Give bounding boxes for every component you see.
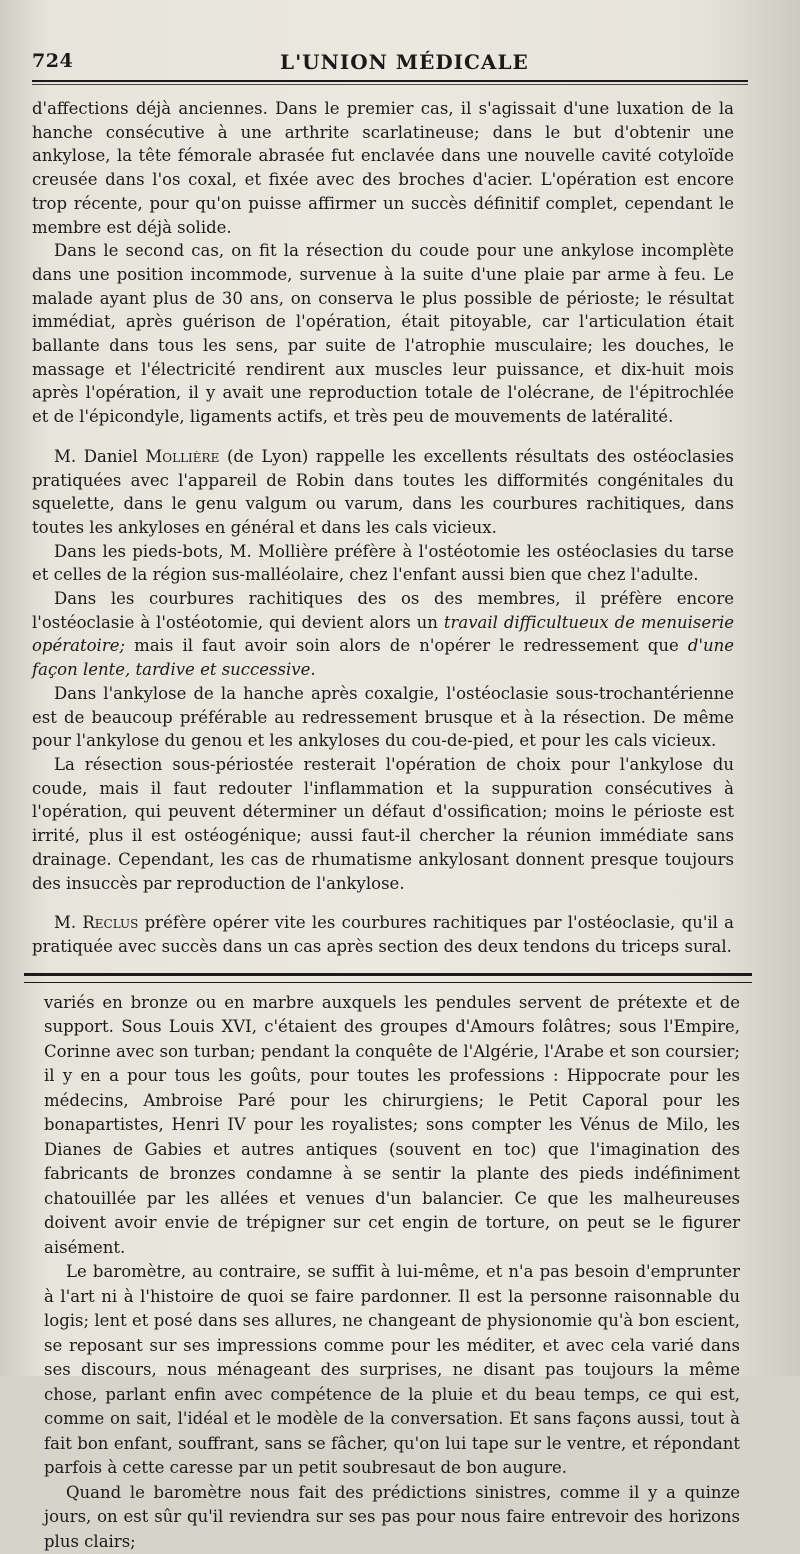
page-header	[32, 46, 748, 82]
speaker-prefix: M.	[54, 913, 77, 933]
paragraph	[32, 587, 734, 682]
paragraph-text: préfère opérer vite les courbures rachitiques par l'ostéoclasie, qu'il a pratiquée avec succès dans un cas après section des deux tendons du triceps sural.	[32, 913, 734, 956]
paragraph: La résection sous-périostée resterait l'opération de choix pour l'ankylose du coude, mais il faut redouter l'inflammation et la suppuration consécutives à l'opération, qui peuvent déterminer un défaut d'ossification; moins le périoste est irrité, plus il est ostéogénique; aussi faut-il chercher la réunion immédiate sans drainage. Cependant, les cas de rhumatisme ankylosant donnent presque toujours des insuccès par reproduction de l'ankylose.	[32, 754, 734, 893]
paragraph	[32, 911, 734, 958]
section-separator	[24, 973, 752, 983]
paragraph: d'affections déjà anciennes. Dans le premier cas, il s'agissait d'une luxation de la hanche consécutive à une arthrite scarlatineuse; dans le but d'obtenir une ankylose, la tête fémorale abrasée fut enclavée dans une nouvelle cavité cotyloïde creusée dans l'os coxal, et fixée avec des broches d'acier. L'opération est encore trop récente, pour qu'on puisse affirmer un succès définitif complet, cependant le membre est déjà solide.	[32, 99, 734, 237]
paragraph	[32, 445, 734, 540]
paragraph: Le baromètre, au contraire, se suffit à lui-même, et n'a pas besoin d'emprunter à l'art ni à l'histoire de quoi se faire pardonner. Il est la personne raisonnable du logis; lent et posé dans ses allures, ne changeant de physionomie qu'à bon escient, se reposant sur ses impressions comme pour les méditer, et avec cela varié dans ses discours, nous ménageant des surprises, ne disant pas toujours la même chose, parlant enfin avec compétence de la pluie et du beau temps, ce qui est, comme on sait, l'idéal et le modèle de la conversation. Et sans façons aussi, tout à fait bon enfant, souffrant, sans se fâcher, qu'on lui tape sur le ventre, et répondant parfois à cette caresse par un petit soubresaut de bon augure.	[44, 1262, 740, 1478]
paragraph: Dans l'ankylose de la hanche après coxalgie, l'ostéoclasie sous-trochantérienne est de beaucoup préférable au redressement brusque et à la résection. De même pour l'ankylose du genou et les ankyloses du cou-de-pied, et pour les cals vicieux.	[32, 683, 734, 751]
italic-text: d'une façon lente, tardive et successive.	[32, 636, 735, 680]
paragraph: Quand le baromètre nous fait des prédictions sinistres, comme il y a quinze jours, on est sûr qu'il reviendra sur ses pas pour nous faire entrevoir des horizons plus clairs;	[44, 1482, 740, 1551]
running-title: L'UNION MÉDICALE	[280, 50, 529, 74]
paragraph-text: Dans les courbures rachitiques des os des membres, il préfère encore l'ostéoclasie à l'ostéotomie, qui devient alors un	[32, 589, 734, 632]
paragraph: variés en bronze ou en marbre auxquels les pendules servent de prétexte et de support. Sous Louis XVI, c'étaient des groupes d'Amours folâtres; sous l'Empire, Corinne avec son turban; pendant la conquête de l'Algérie, l'Arabe et son coursier; il y en a pour tous les goûts, pour toutes les professions : Hippocrate pour les médecins, Ambroise Paré pour les chirurgiens; le Petit Caporal pour les bonapartistes, Henri IV pour les royalistes; sons compter les Vénus de Milo, les Dianes de Gabies et autres antiques (souvent en toc) que l'imagination des fabricants de bronzes condamne à se sentir la plante des pieds indéfiniment chatouillée par les allées et venues d'un balancier. Ce que les malheureuses doivent avoir envie de trépigner sur cet engin de torture, on peut se le figurer aisément.	[44, 992, 740, 1257]
speaker-name: Mollière	[145, 446, 220, 466]
speaker-name: Reclus	[82, 913, 139, 933]
italic-text: travail difficultueux de menuiserie opératoire;	[32, 612, 735, 656]
paragraph: Dans le second cas, on fit la résection du coude pour une ankylose incomplète dans une position incommode, survenue à la suite d'une plaie par arme à feu. Le malade ayant plus de 30 ans, on conserva le plus possible de périoste; le résultat immédiat, après guérison de l'opération, était pitoyable, car l'articulation était ballante dans tous les sens, par suite de l'atrophie musculaire; les douches, le massage et l'électricité rendirent aux muscles leur puissance, et dix-huit mois après l'opération, il y avait une reproduction totale de l'olécrane, de l'épitrochlée et de l'épicondyle, ligaments actifs, et très peu de mouvements de latéralité.	[32, 241, 734, 427]
feuilleton-section	[44, 991, 740, 1554]
page-number: 724	[32, 50, 74, 72]
paragraph-text: mais il faut avoir soin alors de n'opérer le redressement que	[134, 636, 679, 656]
paragraph-text: (de Lyon) rappelle les excellents résultats des ostéoclasies pratiquées avec l'appareil de Robin dans toutes les difformités congénitales du squelette, dans le genu valgum ou varum, dans les courbures rachitiques, dans toutes les ankyloses en général et dans les cals vicieux.	[32, 446, 734, 537]
proceedings-section	[32, 97, 734, 959]
speaker-prefix: M. Daniel	[54, 446, 138, 466]
header-rule	[32, 82, 748, 85]
paragraph: Dans les pieds-bots, M. Mollière préfère à l'ostéotomie les ostéoclasies du tarse et celles de la région sus-malléolaire, chez l'enfant aussi bien que chez l'adulte.	[32, 541, 734, 585]
